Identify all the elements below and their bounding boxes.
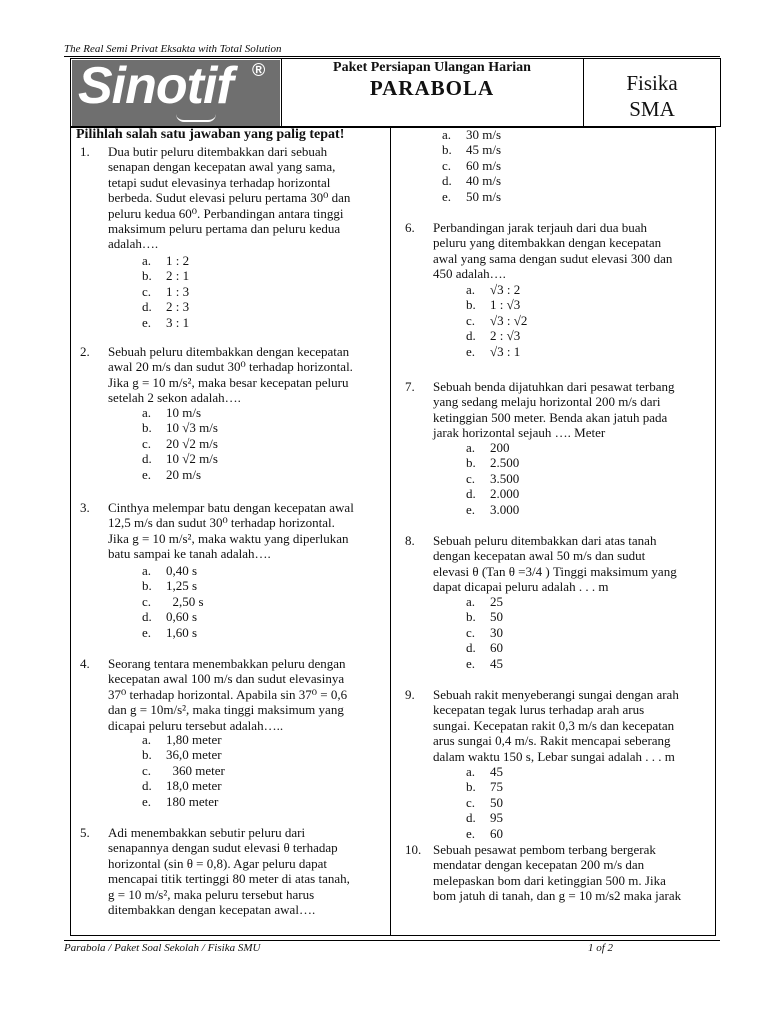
option-value: 10 m/s [166,405,202,420]
option-value: 1,25 s [166,578,198,594]
question-line: g = 10 m/s², maka peluru tersebut harus [108,886,315,902]
question-line: 12,5 m/s dan sudut 30⁰ terhadap horizontal. [108,515,335,531]
option-letter: d. [466,640,476,656]
option-value: 10 √2 m/s [166,451,218,467]
option-letter: d. [466,486,476,502]
question-number: 5. [80,825,90,840]
option-value: 3 : 1 [166,314,190,330]
option-value: 25 [490,594,503,609]
option-value: 10 √3 m/s [166,420,218,436]
question-text [433,379,675,441]
option-value: 1 : 3 [166,283,190,299]
question-line: ketinggian 500 meter. Benda akan jatuh pada [433,409,668,425]
option-letter: b. [142,268,152,284]
option-value: 50 [490,794,503,810]
logo-swoosh [176,114,216,122]
option-letter: b. [142,420,152,436]
option-value: 20 √2 m/s [166,435,218,451]
option-letter: a. [442,127,452,142]
option-letter: c. [142,762,152,778]
option-value: 360 meter [166,762,225,778]
option-value: 1,60 s [166,624,198,640]
option-value: 2.000 [490,486,520,502]
option-value: 50 m/s [466,188,502,204]
option-value: 0,40 s [166,563,198,578]
option-value: 95 [490,810,503,826]
question-number: 1. [80,144,90,159]
option-value: 36,0 meter [166,747,222,763]
option-letter: d. [142,451,152,467]
footer-text: Parabola / Paket Soal Sekolah / Fisika SMU [64,942,261,954]
option-value: 2.500 [490,455,520,471]
option-value: 180 meter [166,793,219,809]
question-number: 2. [80,344,90,359]
option-value: 60 [490,640,503,656]
question-line: sungai. Kecepatan rakit 0,3 m/s dan kecepatan [433,717,675,733]
top-rule [64,56,720,57]
question-line: yang sedang melaju horizontal 200 m/s dari [433,394,661,410]
question-line: senapan dengan kecepatan awal yang sama, [108,159,336,175]
option-letter: e. [466,501,476,517]
question-number: 7. [405,379,415,394]
option-value: 60 m/s [466,157,502,173]
question-line: Cinthya melempar batu dengan kecepatan awal [108,500,354,515]
question-text [433,220,672,282]
option-letter: a. [466,594,476,609]
question-line: kecepatan awal 100 m/s dan sudut elevasinya [108,671,345,687]
option-value: 40 m/s [466,173,502,189]
option-value: 3.000 [490,501,520,517]
option-letter: e. [142,793,152,809]
question-line: Sebuah peluru ditembakkan dari atas tanah [433,533,657,548]
question-line: Seorang tentara menembakkan peluru dengan [108,656,346,671]
subject-label [584,70,720,122]
option-value: 2,50 s [166,593,204,609]
column-divider [390,127,391,936]
question-line: tetapi sudut elevasinya terhadap horizontal [108,174,331,190]
question-text [108,500,354,562]
option-letter: c. [142,283,152,299]
option-value: 2 : √3 [490,328,521,344]
option-letter: b. [466,297,476,313]
option-letter: e. [142,466,152,482]
question-text [433,842,681,904]
option-letter: d. [142,778,152,794]
question-line: dan g = 10m/s², maka tinggi maksimum yang [108,702,344,718]
question-line: adalah…. [108,236,159,252]
option-value: 18,0 meter [166,778,222,794]
question-number: 8. [405,533,415,548]
option-letter: b. [142,578,152,594]
question-text [108,144,350,252]
page-title: PARABOLA [369,76,495,100]
question-line: arus sungai 0,4 m/s. Rakit mencapai seberang [433,733,671,749]
question-line: Jika g = 10 m/s², maka waktu yang diperlukan [108,530,349,546]
option-letter: a. [142,732,152,747]
question-line: dalam waktu 150 s, Lebar sungai adalah . . . m [433,748,675,764]
option-letter: b. [142,747,152,763]
question-line: bom jatuh di tanah, dan g = 10 m/s2 maka jarak [433,888,682,904]
question-line: jarak horizontal sejauh …. Meter [433,425,606,441]
question-line: maksimum peluru pertama dan peluru kedua [108,221,341,237]
option-letter: e. [466,343,476,359]
option-letter: d. [466,810,476,826]
option-letter: d. [442,173,452,189]
question-line: mencapai titik tertinggi 80 meter di atas tanah, [108,871,350,887]
option-letter: a. [142,253,152,268]
option-letter: c. [466,624,476,640]
question-line: 450 adalah…. [433,266,506,282]
option-value: 45 [490,655,503,671]
option-value: √3 : 1 [490,343,521,359]
option-value: 50 [490,609,503,625]
question-line: melepaskan bom dari ketinggian 500 m. Jika [433,872,666,888]
question-number: 4. [80,656,90,671]
question-number: 9. [405,687,415,702]
question-line: Perbandingan jarak terjauh dari dua buah [433,220,648,235]
question-text [108,825,350,917]
option-letter: b. [466,779,476,795]
question-line: Sebuah peluru ditembakkan dengan kecepatan [108,344,350,359]
option-letter: e. [466,825,476,841]
question-line: dicapai peluru tersebut adalah….. [108,717,284,733]
question-line: dapat dicapai peluru adalah . . . m [433,579,609,595]
footer-rule [64,940,720,941]
question-line: elevasi θ (Tan θ =3/4 ) Tinggi maksimum yang [433,563,677,579]
option-letter: a. [466,440,476,455]
option-value: 3.500 [490,470,520,486]
question-text [433,533,677,595]
option-value: 45 m/s [466,142,502,158]
question-line: dengan kecepatan awal 50 m/s dan sudut [433,548,646,564]
option-letter: a. [466,282,476,297]
option-letter: c. [466,312,476,328]
question-line: peluru kedua 60⁰. Perbandingan antara tinggi [108,205,344,221]
option-value: 2 : 1 [166,268,190,284]
option-letter: b. [466,609,476,625]
question-text [108,656,347,733]
option-value: √3 : √2 [490,312,528,328]
option-letter: e. [466,655,476,671]
question-line: Sebuah pesawat pembom terbang bergerak [433,842,656,857]
option-value: 45 [490,764,503,779]
option-value: 1 : 2 [166,253,190,268]
question-line: Adi menembakkan sebutir peluru dari [108,825,306,840]
page-number: 1 of 2 [588,942,614,954]
option-value: 30 m/s [466,127,502,142]
question-line: Sebuah rakit menyeberangi sungai dengan arah [433,687,679,702]
question-line: awal yang sama dengan sudut elevasi 300 dan [433,250,673,266]
question-line: berbeda. Sudut elevasi peluru pertama 30⁰ dan [108,190,351,206]
question-number: 3. [80,500,90,515]
option-value: 1,80 meter [166,732,222,747]
question-line: kecepatan tegak lurus terhadap arah arus [433,702,645,718]
option-letter: e. [142,314,152,330]
subject-level: SMA [629,97,675,121]
question-line: setelah 2 sekon adalah…. [108,390,241,406]
question-line: Sebuah benda dijatuhkan dari pesawat terbang [433,379,675,394]
option-value: 20 m/s [166,466,202,482]
option-value: 75 [490,779,503,795]
question-line: mendatar dengan kecepatan 200 m/s dan [433,857,645,873]
option-letter: d. [142,609,152,625]
question-line: batu sampai ke tanah adalah…. [108,546,271,562]
option-value: 0,60 s [166,609,198,625]
package-title: Paket Persiapan Ulangan Harian [333,60,531,75]
option-value: √3 : 2 [490,282,521,297]
question-number: 10. [405,842,422,857]
option-value: 30 [490,624,503,640]
question-text [433,687,679,764]
question-line: senapannya dengan sudut elevasi θ terhadap [108,840,338,856]
question-line: awal 20 m/s dan sudut 30⁰ terhadap horizontal. [108,359,353,375]
option-letter: a. [466,764,476,779]
question-line: 37⁰ terhadap horizontal. Apabila sin 37⁰ = 0,6 [108,686,348,702]
instruction: Pilihlah salah satu jawaban yang palig tepat! [76,127,345,142]
subject-name: Fisika [626,71,678,95]
registered-mark: ® [252,60,266,80]
question-line: peluru yang ditembakkan dengan kecepatan [433,235,662,251]
option-value: 60 [490,825,503,841]
tagline: The Real Semi Privat Eksakta with Total Solution [64,43,282,55]
question-line: ditembakkan dengan kecepatan awal…. [108,902,316,918]
option-letter: c. [466,470,476,486]
question-line: Dua butir peluru ditembakkan dari sebuah [108,144,328,159]
option-letter: b. [466,455,476,471]
option-letter: c. [466,794,476,810]
option-value: 1 : √3 [490,297,521,313]
option-letter: b. [442,142,452,158]
option-letter: c. [142,593,152,609]
option-letter: d. [142,299,152,315]
question-line: Jika g = 10 m/s², maka besar kecepatan peluru [108,374,349,390]
option-value: 2 : 3 [166,299,190,315]
option-letter: e. [142,624,152,640]
option-letter: d. [466,328,476,344]
option-value: 200 [490,440,510,455]
sinotif-logo [72,60,280,126]
question-line: horizontal (sin θ = 0,8). Agar peluru dapat [108,855,327,871]
question-number: 6. [405,220,415,235]
option-letter: c. [142,435,152,451]
option-letter: a. [142,405,152,420]
question-text [108,344,353,406]
option-letter: a. [142,563,152,578]
logo-text: Sinotif [78,60,233,115]
option-letter: c. [442,157,452,173]
option-letter: e. [442,188,452,204]
